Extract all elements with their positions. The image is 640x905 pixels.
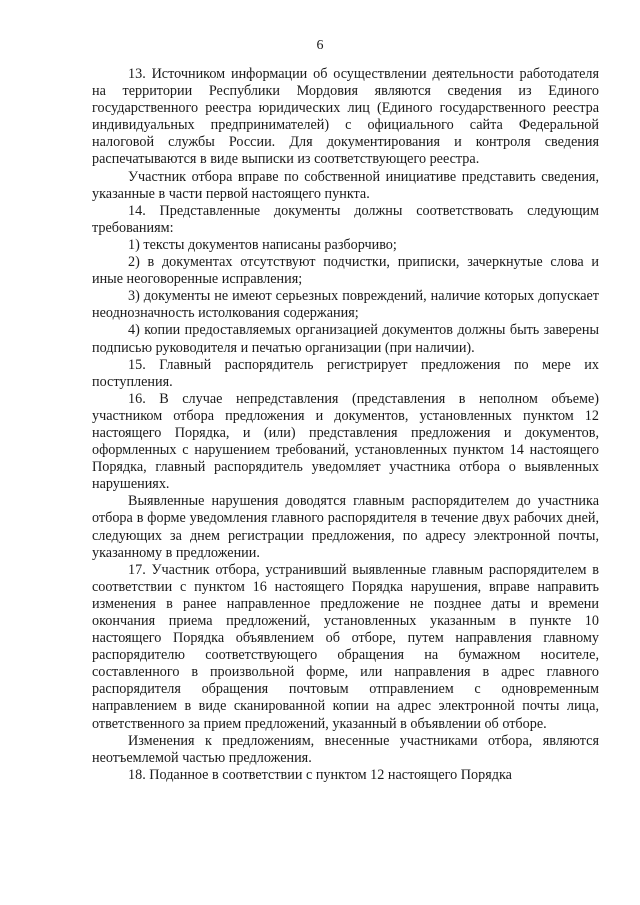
paragraph-14-item-2: 2) в документах отсутствуют подчистки, приписки, зачеркнутые слова и иные неоговоренные исправления; xyxy=(92,254,599,288)
paragraph-13: 13. Источником информации об осуществлении деятельности работодателя на территории Республики Мордовия являются сведения из Единого государственного реестра юридических лиц (Единого государственного реестра индивидуальных предпринимателей) с официального сайта Федеральной налоговой службы России. Для документирования и контроля сведения распечатываются в виде выписки из соответствующего реестра. xyxy=(92,66,599,168)
paragraph-14-item-4: 4) копии предоставляемых организацией документов должны быть заверены подписью руководителя и печатью организации (при наличии). xyxy=(92,322,599,356)
paragraph-16-note: Выявленные нарушения доводятся главным распорядителем до участника отбора в форме уведомления главного распорядителя в течение двух рабочих дней, следующих за днем регистрации предложения, по адресу электронной почты, указанному в предложении. xyxy=(92,493,599,561)
paragraph-17: 17. Участник отбора, устранивший выявленные главным распорядителем в соответствии с пунктом 16 настоящего Порядка нарушения, вправе направить изменения в ранее направленное предложение не позднее даты и времени окончания приема предложений, установленных указанным в пункте 10 настоящего Порядка объявлением об отборе, путем направления главному распорядителю соответствующего обращения на бумажном носителе, составленного в произвольной форме, или направления в адрес главного распорядителя обращения почтовым отправлением с одновременным направлением в виде сканированной копии на адрес электронной почты лица, ответственного за прием предложений, указанный в объявлении об отборе. xyxy=(92,561,599,732)
paragraph-14-item-1: 1) тексты документов написаны разборчиво; xyxy=(128,236,397,253)
paragraph-15: 15. Главный распорядитель регистрирует предложения по мере их поступления. xyxy=(92,356,599,390)
paragraph-14: 14. Представленные документы должны соответствовать следующим требованиям: xyxy=(92,202,599,236)
page-number: 6 xyxy=(316,38,324,53)
paragraph-17-note: Изменения к предложениям, внесенные участниками отбора, являются неотъемлемой частью предложения. xyxy=(92,732,599,766)
paragraph-16: 16. В случае непредставления (представления в неполном объеме) участником отбора предложения и документов, установленных пунктом 12 настоящего Порядка, и (или) представления предложения и документов, оформленных с нарушением требований, установленных пунктом 14 настоящего Порядка, главный распорядитель уведомляет участника отбора о выявленных нарушениях. xyxy=(92,390,599,493)
paragraph-13-note: Участник отбора вправе по собственной инициативе представить сведения, указанные в части первой настоящего пункта. xyxy=(92,168,599,202)
paragraph-14-item-3: 3) документы не имеют серьезных повреждений, наличие которых допускает неоднозначность истолкования содержания; xyxy=(92,288,599,322)
document-body xyxy=(92,66,599,784)
paragraph-18: 18. Поданное в соответствии с пунктом 12 настоящего Порядка xyxy=(128,766,512,783)
